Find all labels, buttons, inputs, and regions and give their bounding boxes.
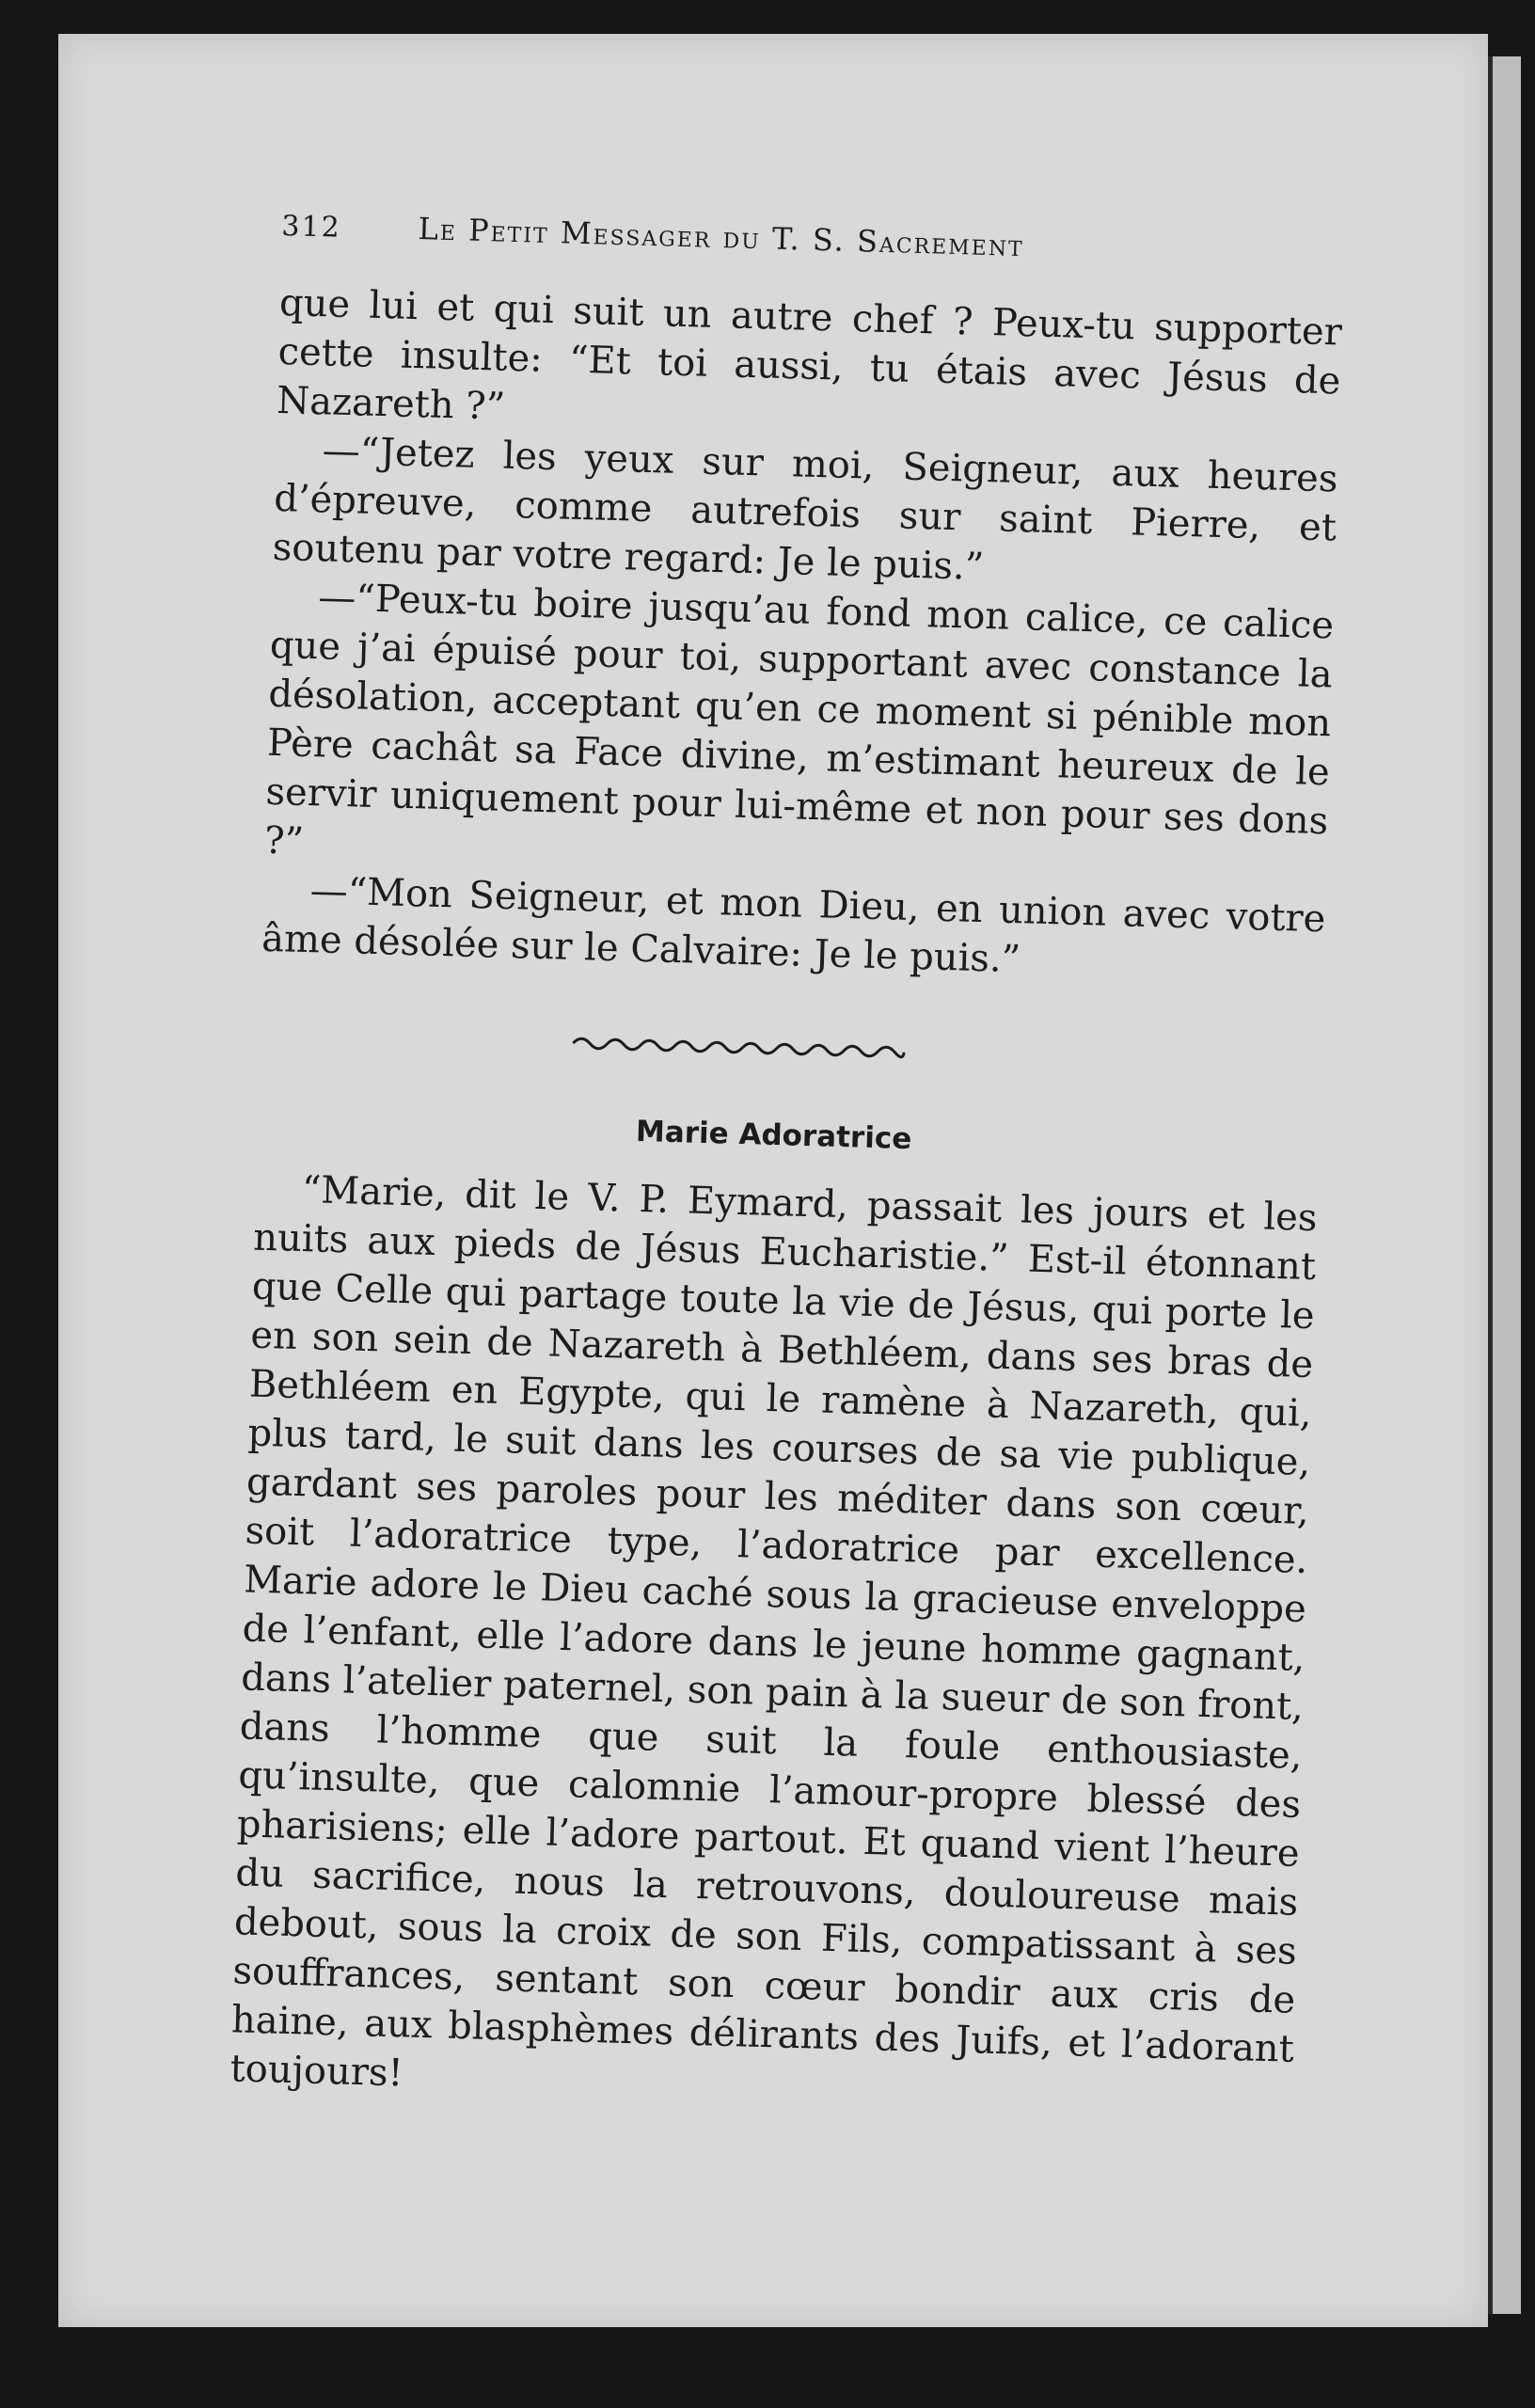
section-paragraph: “Marie, dit le V. P. Eymard, passait les jours et les nuits aux pieds de Jésus Eucharistie.” Est-il étonnant que Celle qui partage toute la vie de Jésus, qui porte le en son sein de Nazareth à Bethléem, dans ses bras de Bethléem en Egypte, qui le ramène à Nazareth, qui, plus tard, le suit dans les courses de sa vie publique, gardant ses paroles pour les méditer dans son cœur, soit l’adoratrice type, l’adoratrice par excellence. Marie adore le Dieu caché sous la gracieuse enveloppe de l’enfant, elle l’adore dans le jeune homme gagnant, dans l’atelier paternel, son pain à la sueur de son front, dans l’homme que suit la foule enthousiaste, qu’insulte, que calomnie l’amour-propre blessé des pharisiens; elle l’adore partout. Et quand vient l’heure du sacrifice, nous la retrouvons, douloureuse mais debout, sous la croix de son Fils, compatissant à ses souffrances, sentant son cœur bondir aux cris de haine, aux blasphèmes délirants des Juifs, et l’adorant toujours!: [229, 1167, 1319, 2096]
wavy-rule-ornament-icon: [569, 1032, 909, 1064]
paragraph-1: que lui et qui suit un autre chef ? Peux-tu supporter cette insulte: “Et toi aussi, tu étais avec Jésus de Nazareth ?”: [276, 280, 1343, 429]
running-title: Le Petit Messager du T. S. Sacrement: [418, 211, 1025, 264]
paragraph-3: —“Peux-tu boire jusqu’au fond mon calice, ce calice que j’ai épuisé pour toi, supportant avec constance la désolation, acceptant qu’en ce moment si pénible mon Père cachât sa Face divine, m’estimant heureux de le servir uniquement pour lui-même et non pour ses dons ?”: [263, 576, 1335, 863]
page-content: [229, 207, 1345, 2123]
section-title: Marie Adoratrice: [635, 1114, 912, 1157]
page-number: 312: [280, 209, 342, 245]
body-text: [261, 278, 1343, 992]
section-text: [229, 1164, 1318, 2123]
paragraph-4: —“Mon Seigneur, et mon Dieu, en union avec votre âme désolée sur le Calvaire: Je le puis.”: [261, 869, 1326, 982]
paragraph-2: —“Jetez les yeux sur moi, Seigneur, aux heures d’épreuve, comme autrefois sur saint Pierre, et soutenu par votre regard: Je le puis.”: [272, 429, 1338, 589]
book-spine-edge: [1488, 56, 1521, 2314]
